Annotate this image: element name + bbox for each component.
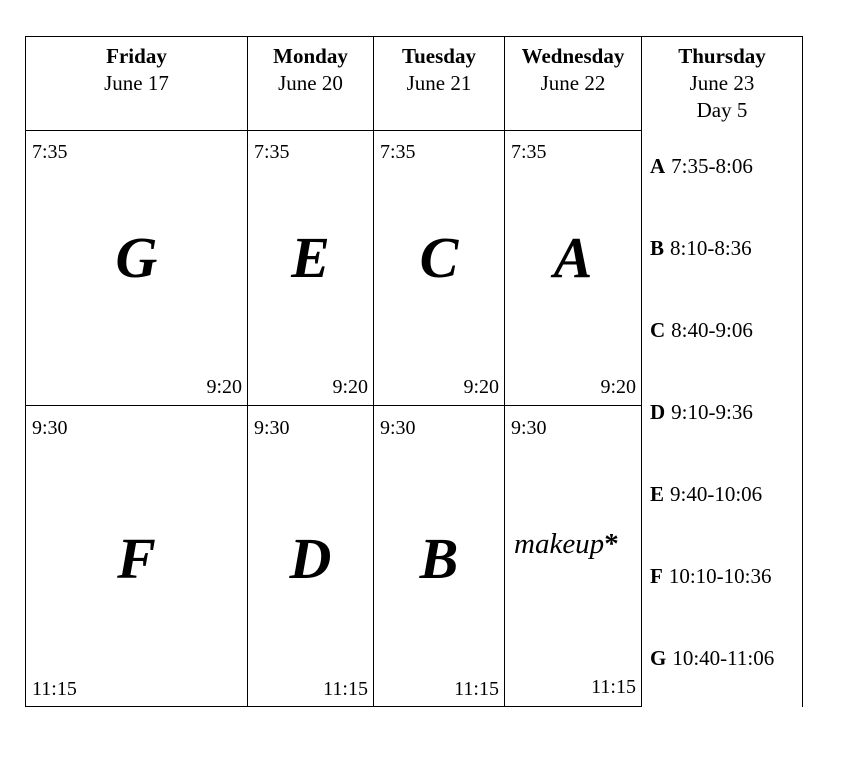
block-end-time: 9:20 [600, 376, 636, 398]
period-letter: G [650, 646, 667, 670]
friday-header [26, 43, 247, 97]
tuesday-header [374, 43, 504, 97]
period-letter: E [650, 482, 665, 506]
block-end-time: 9:20 [206, 376, 242, 398]
day-name: Friday [106, 44, 167, 68]
block-letter: B [419, 526, 459, 591]
period-time: 9:40-10:06 [670, 482, 763, 506]
day-date: June 22 [540, 71, 606, 95]
day-date: June 20 [278, 71, 343, 95]
period-time: 8:10-8:36 [670, 236, 752, 260]
column-divider-3 [504, 36, 505, 707]
period-row [650, 646, 774, 670]
period-row [650, 318, 753, 342]
column-divider-1 [247, 36, 248, 707]
block-letter: G [115, 225, 158, 290]
day-date: June 17 [104, 71, 169, 95]
period-row [650, 400, 753, 424]
table-right-border [802, 36, 803, 707]
table-left-border [25, 36, 26, 707]
wednesday-header [505, 43, 641, 97]
block-start-time: 9:30 [511, 417, 547, 439]
period-letter: B [650, 236, 665, 260]
day-name: Thursday [678, 44, 766, 68]
block-end-time: 9:20 [463, 376, 499, 398]
block-end-time: 11:15 [591, 676, 636, 698]
table-bottom-border [25, 706, 642, 707]
block-end-time: 11:15 [323, 678, 368, 700]
makeup-text: makeup [514, 528, 605, 560]
block-letter: D [289, 526, 332, 591]
day-name: Tuesday [402, 44, 476, 68]
block-start-time: 9:30 [380, 417, 416, 439]
column-divider-4 [641, 36, 642, 707]
makeup-label [514, 528, 641, 560]
monday-header [248, 43, 373, 97]
block-letter: F [117, 526, 156, 591]
block-start-time: 9:30 [32, 417, 68, 439]
period-row [650, 154, 753, 178]
block-start-time: 7:35 [511, 141, 547, 163]
day-date: June 21 [406, 71, 472, 95]
period-letter: A [650, 154, 666, 178]
period-row [650, 236, 752, 260]
block-start-time: 7:35 [380, 141, 416, 163]
block-letter: E [291, 225, 330, 290]
period-letter: C [650, 318, 666, 342]
block-letter: A [553, 225, 593, 290]
block-start-time: 7:35 [32, 141, 68, 163]
period-row [650, 482, 762, 506]
period-letter: F [650, 564, 663, 588]
block-end-time: 11:15 [454, 678, 499, 700]
day-number: Day 5 [696, 98, 748, 122]
table-top-border [25, 36, 803, 37]
period-time: 9:10-9:36 [671, 400, 753, 424]
makeup-asterisk: * [604, 528, 619, 560]
day-date: June 23 [689, 71, 755, 95]
period-row [650, 564, 772, 588]
period-letter: D [650, 400, 666, 424]
block-divider [25, 405, 642, 406]
day-name: Wednesday [521, 44, 625, 68]
block-end-time: 11:15 [32, 678, 77, 700]
block-start-time: 7:35 [254, 141, 290, 163]
thursday-header [642, 43, 802, 124]
day-name: Monday [273, 44, 348, 68]
period-time: 10:40-11:06 [672, 646, 775, 670]
block-start-time: 9:30 [254, 417, 290, 439]
period-time: 10:10-10:36 [668, 564, 772, 588]
block-end-time: 9:20 [332, 376, 368, 398]
period-time: 8:40-9:06 [671, 318, 753, 342]
column-divider-2 [373, 36, 374, 707]
header-divider [25, 130, 642, 131]
block-letter: C [419, 225, 459, 290]
period-time: 7:35-8:06 [671, 154, 753, 178]
